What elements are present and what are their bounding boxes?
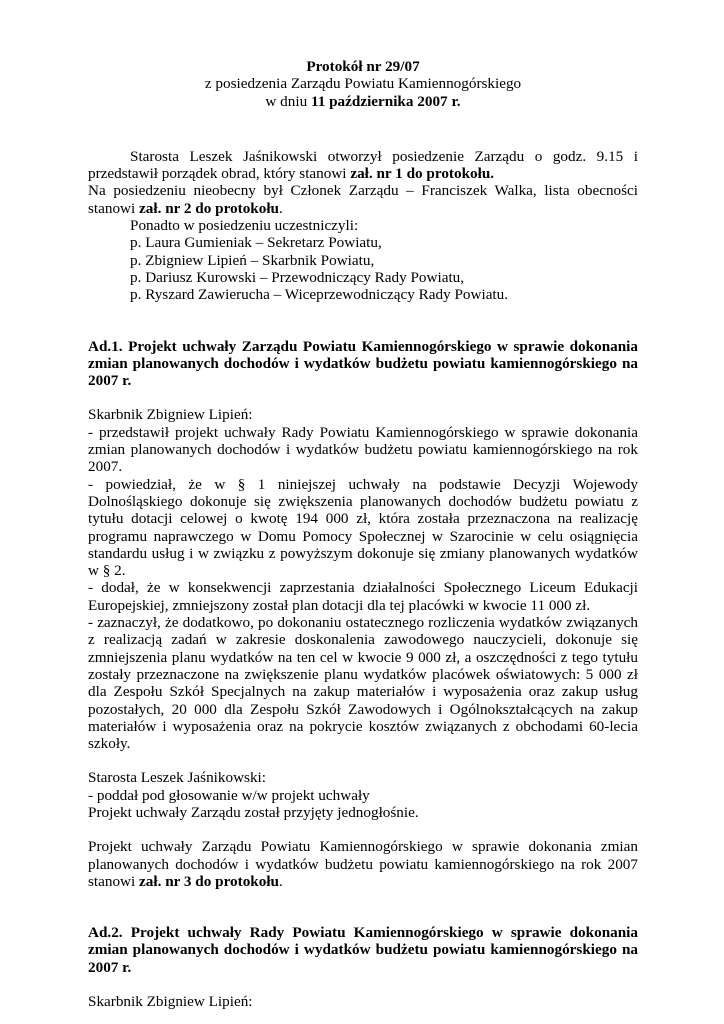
- ad1-point: - dodał, że w konsekwencji zaprzestania działalności Społecznego Liceum Edukacji Europejskiej, zmniejszony został plan dotacji dla tej placówki w kwocie 11 000 zł.: [88, 579, 638, 614]
- ad1-summary: [88, 838, 638, 890]
- attachment-3-ref: zał. nr 3 do protokołu: [139, 872, 279, 890]
- participant-item: p. Zbigniew Lipień – Skarbnik Powiatu,: [130, 251, 375, 269]
- participant-item: p. Ryszard Zawierucha – Wiceprzewodniczący Rady Powiatu.: [130, 286, 509, 304]
- ad1-point: - zaznaczył, że dodatkowo, po dokonaniu ostatecznego rozliczenia wydatków związanych z realizacją zadań w zakresie doskonalenia zawodowego nauczycieli, dokonuje się zmniejszenia planu wydatków na ten cel w kwocie 9 000 zł, a oszczędności z tego tytułu zostały przeznaczone na zwiększenie planu wydatków placówek oświatowych: 5 000 zł dla Zespołu Szkół Specjalnych na zakup materiałów i wyposażenia oraz zakup usług pozostałych, 20 000 dla Zespołu Szkół Zawodowych i Ogólnokształcących na zakup materiałów i wyposażenia oraz na pokrycie kosztów związanych z obchodami 60-lecia szkoły.: [88, 614, 638, 753]
- document-date: [88, 93, 638, 110]
- document-title: Protokół nr 29/07: [306, 58, 420, 75]
- ad1-heading: Ad.1. Projekt uchwały Zarządu Powiatu Kamiennogórskiego w sprawie dokonania zmian planowanych dochodów i wydatków budżetu powiatu kamiennogórskiego na 2007 r.: [88, 337, 638, 390]
- absent-text: Na posiedzeniu nieobecny był Członek Zarządu – Franciszek Walka, lista obecności stanowi: [88, 182, 638, 217]
- attachment-1-ref: zał. nr 1 do protokołu.: [350, 165, 495, 183]
- participants-label: Ponadto w posiedzeniu uczestniczyli:: [130, 217, 359, 235]
- attachment-2-ref: zał. nr 2 do protokołu: [139, 199, 279, 217]
- ad1-point: - powiedział, że w § 1 niniejszej uchwały na podstawie Decyzji Wojewody Dolnośląskiego dokonuje się zwiększenia planowanych dochodów budżetu powiatu z tytułu dotacji celowej o kwotę 194 000 zł, która została przeznaczona na realizację programu naprawczego w Domu Pomocy Społecznej w Szarocinie w celu osiągnięcia standardu usług i w związku z powyższym dokonuje się zmiany planowanych wydatków w § 2.: [88, 475, 638, 580]
- participant-item: p. Dariusz Kurowski – Przewodniczący Rady Powiatu,: [130, 268, 465, 286]
- ad1-point: - przedstawił projekt uchwały Rady Powiatu Kamiennogórskiego w sprawie dokonania zmian planowanych dochodów i wydatków budżetu powiatu kamiennogórskiego na rok 2007.: [88, 423, 638, 476]
- ad2-heading: Ad.2. Projekt uchwały Rady Powiatu Kamiennogórskiego w sprawie dokonania zmian planowanych dochodów i wydatków budżetu powiatu kamiennogórskiego na 2007 r.: [88, 924, 638, 976]
- date-prefix: w dniu: [265, 92, 311, 110]
- summary-end: .: [279, 872, 283, 890]
- opening-text: Starosta Leszek Jaśnikowski otworzył posiedzenie Zarządu o godz. 9.15 i przedstawił porządek obrad, który stanowi: [88, 147, 638, 183]
- ad1-result: Projekt uchwały Zarządu został przyjęty jednogłośnie.: [88, 803, 419, 821]
- meeting-date: 11 października 2007 r.: [310, 92, 461, 110]
- document-page: [88, 58, 638, 1010]
- summary-text: Projekt uchwały Zarządu Powiatu Kamiennogórskiego w sprawie dokonania zmian planowanych dochodów i wydatków budżetu powiatu kamiennogórskiego na rok 2007 stanowi: [88, 838, 638, 890]
- absent-paragraph: [88, 182, 638, 217]
- ad2-speaker: Skarbnik Zbigniew Lipień:: [88, 993, 253, 1011]
- opening-paragraph: [88, 148, 638, 183]
- absent-end: .: [279, 199, 283, 217]
- document-subtitle: z posiedzenia Zarządu Powiatu Kamiennogórskiego: [204, 75, 522, 93]
- ad1-vote: - poddał pod głosowanie w/w projekt uchwały: [88, 786, 370, 804]
- ad1-starosta: Starosta Leszek Jaśnikowski:: [88, 769, 267, 787]
- participant-item: p. Laura Gumieniak – Sekretarz Powiatu,: [130, 234, 382, 252]
- ad1-speaker: Skarbnik Zbigniew Lipień:: [88, 406, 253, 424]
